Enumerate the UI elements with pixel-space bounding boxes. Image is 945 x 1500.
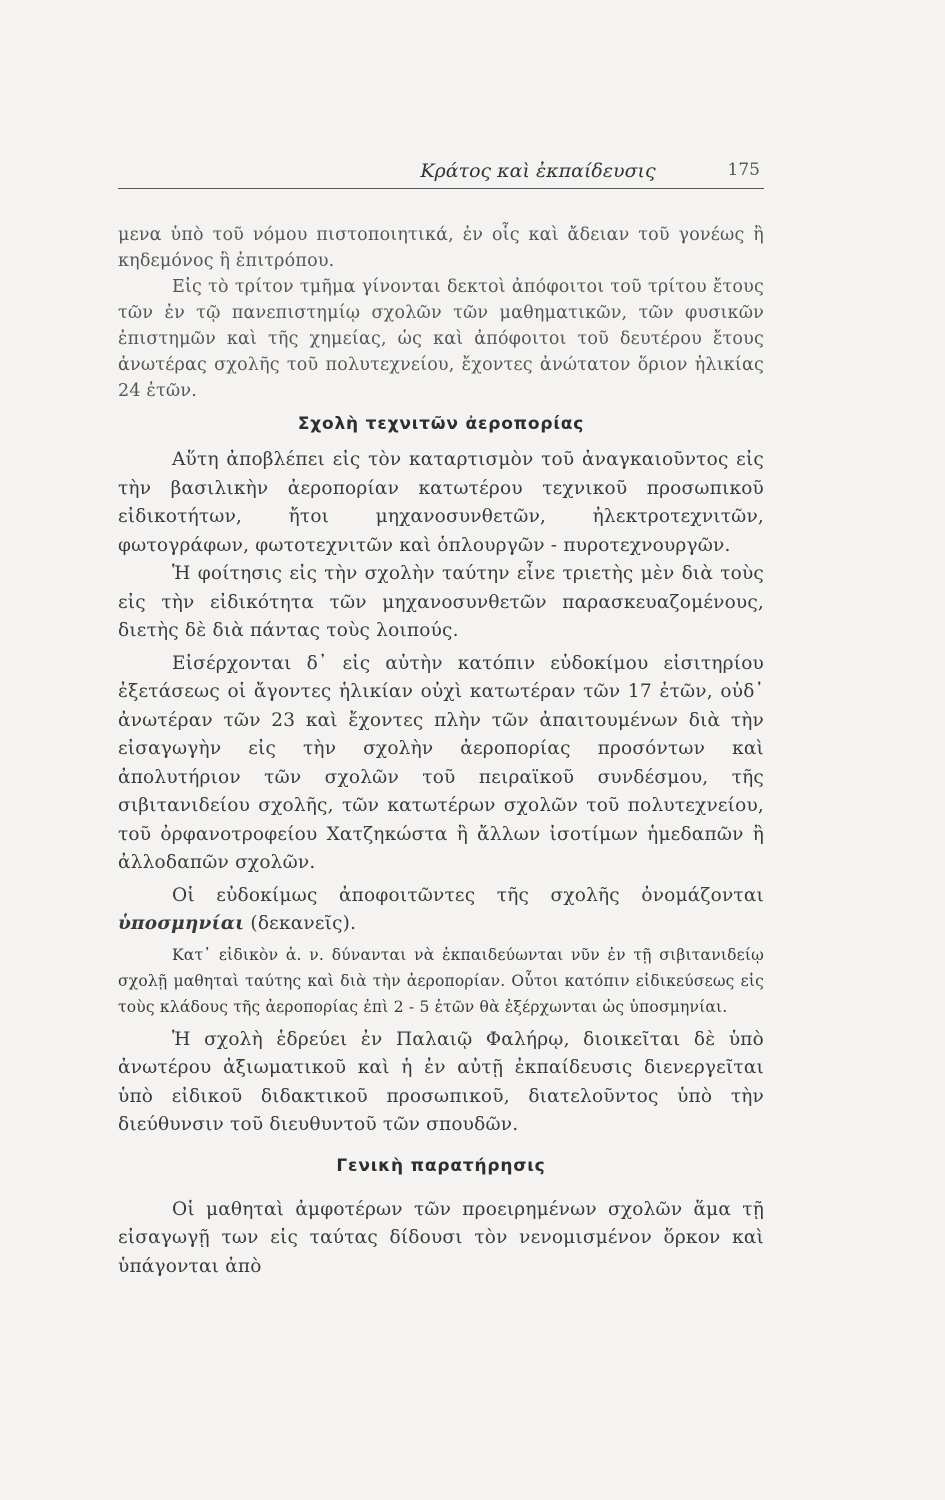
paragraph-graduates — [118, 882, 764, 939]
page-header — [118, 158, 764, 189]
paragraph-school-seat: Ἡ σχολὴ ἑδρεύει ἐν Παλαιῷ Φαλήρῳ, διοικεῖται δὲ ὑπὸ ἀνωτέρου ἀξιωματικοῦ καὶ ἡ ἐν αὐτῇ ἐκπαίδευσις διενεργεῖται ὑπὸ εἰδικοῦ διδακτικοῦ προσωπικοῦ, διατελοῦντος ὑπὸ τὴν διεύθυνσιν τοῦ διευθυντοῦ τῶν σπουδῶν. — [118, 1028, 764, 1135]
section-heading-aviation-technicians: Σχολὴ τεχνιτῶν ἀεροπορίας — [297, 414, 585, 434]
paragraph-purpose: Αὕτη ἀποβλέπει εἰς τὸν καταρτισμὸν τοῦ ἀναγκαιοῦντος εἰς τὴν βασιλικὴν ἀεροπορίαν κατωτέρου τεχνικοῦ προσωπικοῦ εἰδικοτήτων, ἤτοι μηχανοσυνθετῶν, ἠλεκτροτεχνιτῶν, φωτογράφων, φωτοτεχνιτῶν καὶ ὁπλουργῶν - πυροτεχνουργῶν. — [118, 449, 764, 556]
paragraph-third-section: Εἰς τὸ τρίτον τμῆμα γίνονται δεκτοὶ ἀπόφοιτοι τοῦ τρίτου ἔτους τῶν ἐν τῷ πανεπιστημίῳ σχολῶν τῶν μαθηματικῶν, τῶν φυσικῶν ἐπιστημῶν καὶ τῆς χημείας, ὡς καὶ ἀπόφοιτοι τοῦ δευτέρου ἔτους ἀνωτέρας σχολῆς τοῦ πολυτεχνείου, ἔχοντες ἀνώτατον ὅριον ἡλικίας 24 ἐτῶν. — [118, 277, 764, 401]
paragraph-general-remark: Οἱ μαθηταὶ ἀμφοτέρων τῶν προειρημένων σχολῶν ἅμα τῇ εἰσαγωγῇ των εἰς ταύτας δίδουσι τὸν νενομισμένον ὅρκον καὶ ὑπάγονται ἀπὸ — [118, 1198, 764, 1277]
graduates-rank-term: ὑποσμηνίαι — [118, 913, 245, 934]
page-number: 175 — [727, 160, 760, 180]
section-heading-general-remark: Γενικὴ παρατήρησις — [336, 1155, 546, 1176]
paragraph-attendance: Ἡ φοίτησις εἰς τὴν σχολὴν ταύτην εἶνε τριετὴς μὲν διὰ τοὺς εἰς τὴν εἰδικότητα τῶν μηχανοσυνθετῶν παρασκευαζομένους, διετὴς δὲ διὰ πάντας τοὺς λοιπούς. — [118, 563, 764, 641]
paragraph-special-law-note: Κατ᾽ εἰδικὸν ἀ. ν. δύνανται νὰ ἐκπαιδεύωνται νῦν ἐν τῇ σιβιτανιδείῳ σχολῇ μαθηταὶ ταύτης καὶ διὰ τὴν ἀεροπορίαν. Οὗτοι κατόπιν εἰδικεύσεως εἰς τοὺς κλάδους τῆς ἀεροπορίας ἐπὶ 2 - 5 ἐτῶν θὰ ἐξέρχωνται ὡς ὑποσμηνίαι. — [118, 945, 764, 1016]
paragraph-continuation: μενα ὑπὸ τοῦ νόμου πιστοποιητικά, ἐν οἷς καὶ ἄδειαν τοῦ γονέως ἢ κηδεμόνος ἢ ἐπιτρόπου. — [118, 225, 764, 271]
graduates-rank-note: (δεκανεῖς). — [244, 913, 357, 934]
running-head: Κράτος καὶ ἐκπαίδευσις — [420, 160, 656, 182]
graduates-text: Οἱ εὐδοκίμως ἀποφοιτῶντες τῆς σχολῆς ὀνομάζονται — [172, 884, 764, 906]
page-body — [118, 222, 764, 1281]
paragraph-admission: Εἰσέρχονται δ᾽ εἰς αὐτὴν κατόπιν εὐδοκίμου εἰσιτηρίου ἐξετάσεως οἱ ἄγοντες ἡλικίαν οὐχὶ κατωτέραν τῶν 17 ἐτῶν, οὐδ᾽ ἀνωτέραν τῶν 23 καὶ ἔχοντες πλὴν τῶν ἀπαιτουμένων διὰ τὴν εἰσαγωγὴν εἰς τὴν σχολὴν ἀεροπορίας προσόντων καὶ ἀπολυτήριον τῶν σχολῶν τοῦ πειραϊκοῦ συνδέσμου, τῆς σιβιτανιδείου σχολῆς, τῶν κατωτέρων σχολῶν τοῦ πολυτεχνείου, τοῦ ὀρφανοτροφείου Χατζηκώστα ἢ ἄλλων ἰσοτίμων ἡμεδαπῶν ἢ ἀλλοδαπῶν σχολῶν. — [118, 652, 764, 873]
